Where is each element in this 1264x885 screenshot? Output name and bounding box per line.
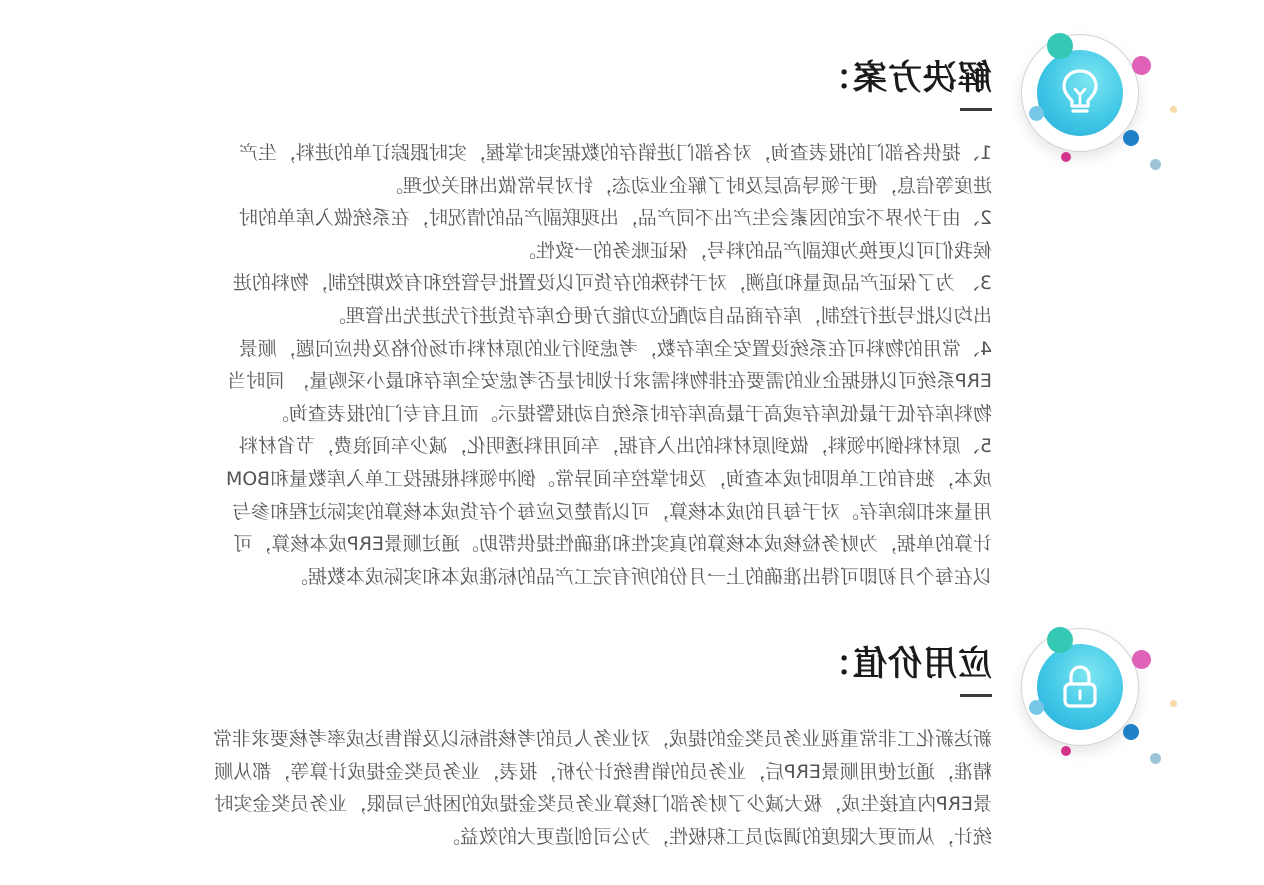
text-line: 候我们可以更换为联副产品的料号，保证账务的一致性。 [516,239,992,262]
solution-badge [1001,26,1181,176]
decor-dot [1029,106,1044,121]
title-underline [960,694,992,697]
decor-dot [1047,33,1073,59]
solution-title: 解决方案： [817,58,992,98]
decor-dot [1047,627,1073,653]
decor-dot [1123,130,1139,146]
text-line: 3、 为了保证产品质量和追溯，对于特殊的存货可以设置批号管控和有效期控制，物料的进 [232,272,992,295]
text-line: 统计，从而更大限度的调动员工积极性，为公司创造更大的效益。 [440,825,992,848]
decor-dot [1150,159,1161,170]
decor-dot [1150,753,1161,764]
text-line: 4、常用的物料可在系统设置安全库存数，考虑到行业的原材料市场价格及供应问题，顺景 [238,337,992,360]
lock-icon [1060,664,1100,710]
decor-dot [1061,746,1071,756]
text-line: 新达新化工非常重视业务员奖金的提成，对业务人员的考核指标以及销售达成率考核要求非常 [212,728,992,750]
badge-core [1037,50,1123,136]
text-line: 5、原材料倒冲领料，做到原材料的出入有据，车间用料透明化，减少车间浪费，节省材料 [238,435,992,458]
text-line: 用量来扣除库存。对于每月的成本核算，可以清楚反应每个存货成本核算的实际过程和参与 [231,500,992,523]
text-line: 1、提供各部门的报表查询，对各部门进销存的数据实时掌握，实时跟踪订单的进料，生产 [238,142,992,164]
value-badge [1001,620,1181,770]
text-line: 计算的单据，为财务检核成本核算的真实性和准确性提供帮助。通过顺景ERP成本核算，可 [233,533,992,556]
decor-dot [1061,152,1071,162]
text-line: 进度等信息，便于领导高层及时了解企业动态，针对异常做出相关处理。 [383,174,992,197]
decor-dot [1132,650,1151,669]
value-title: 应用价值： [817,644,992,684]
decor-dot [1170,106,1177,113]
lightbulb-icon [1060,68,1100,118]
text-line: 成本，独有的工单即时成本查询，及时掌控车间异常。倒冲领料根据投工单入库数量和BOM [225,467,992,490]
text-line: ERP系统可以根据企业的需要在排物料需求计划时是否考虑安全库存和最小采购量， 同时当 [227,370,992,393]
decor-dot [1132,56,1151,75]
text-line: 2、由于外界不定的因素会生产出不同产品，出现联副产品的情况时，在系统做入库单的时 [238,207,992,230]
badge-core [1037,644,1123,730]
text-line: 景ERP内直接生成，极大减少了财务部门核算业务员奖金提成的困扰与局限，业务员奖金实时 [214,793,992,816]
text-line: 出均以批号进行控制，库存商品自动配位功能方便仓库存货进行先进先出管理。 [326,304,992,327]
value-text [62,723,992,853]
solution-text [72,137,992,593]
decor-dot [1170,700,1177,707]
text-line: 以在每个月初即可得出准确的上一月份的所有完工产品的标准成本和实际成本数据。 [288,565,992,588]
decor-dot [1029,700,1044,715]
decor-dot [1123,724,1139,740]
title-underline [960,108,992,111]
text-line: 精准，通过使用顺景ERP后，业务员的销售统计分析，报表，业务员奖金提成计算等，都从顺 [214,760,992,783]
text-line: 物料库存低于最低库存或高于最高库存时系统自动报警提示。而且有专门的报表查询。 [269,402,992,425]
